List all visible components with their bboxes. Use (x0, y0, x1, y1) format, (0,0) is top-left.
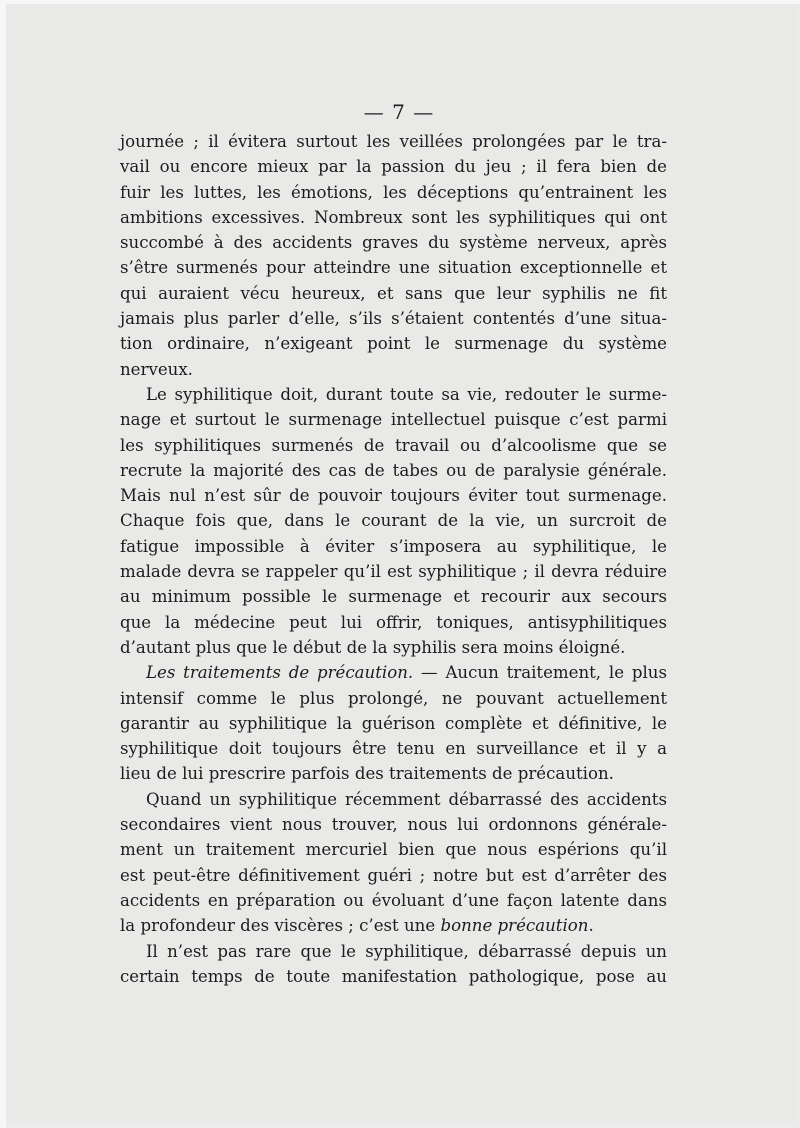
text-line: lieu de lui prescrire parfois des traitements de précaution. (120, 764, 614, 784)
text-line: recrute la majorité des cas de tabes ou de paralysie générale. (120, 460, 667, 480)
paragraph-5 (120, 939, 667, 990)
text-run: — Aucun traitement, le plus (413, 663, 667, 683)
text-line: s’être surmenés pour atteindre une situation exceptionnelle et (120, 258, 667, 278)
section-heading: Les traitements de précaution. (146, 663, 414, 683)
text-line: ambitions excessives. Nombreux sont les syphilitiques qui ont (120, 207, 667, 227)
text-line: nerveux. (120, 359, 193, 379)
text-line: qui auraient vécu heureux, et sans que leur syphilis ne fit (120, 283, 667, 303)
text-line: syphilitique doit toujours être tenu en surveillance et il y a (120, 739, 667, 759)
text-line: succombé à des accidents graves du système nerveux, après (120, 233, 667, 253)
paragraph-3 (120, 660, 667, 786)
text-line: que la médecine peut lui offrir, toniques, antisyphilitiques (120, 612, 667, 632)
text-line: Mais nul n’est sûr de pouvoir toujours éviter tout surmenage. (120, 486, 667, 506)
text-run: la profondeur des viscères ; c’est une (120, 916, 441, 936)
text-line: d’autant plus que le début de la syphilis sera moins éloigné. (120, 637, 626, 657)
text-line: Il n’est pas rare que le syphilitique, débarrassé depuis un (146, 941, 667, 961)
text-line: nage et surtout le surmenage intellectuel puisque c’est parmi (120, 410, 667, 430)
text-line: fatigue impossible à éviter s’imposera au syphilitique, le (120, 536, 667, 556)
text-line: Chaque fois que, dans le courant de la vie, un surcroit de (120, 511, 667, 531)
text-line: au minimum possible le surmenage et recourir aux secours (120, 587, 667, 607)
text-line: Le syphilitique doit, durant toute sa vie, redouter le surme- (146, 384, 667, 404)
text-line (120, 913, 667, 938)
text-line: garantir au syphilitique la guérison complète et définitive, le (120, 713, 667, 733)
text-line: secondaires vient nous trouver, nous lui ordonnons générale- (120, 815, 667, 835)
paragraph-2 (120, 382, 667, 660)
text-line: ment un traitement mercuriel bien que nous espérions qu’il (120, 840, 667, 860)
text-line: est peut-être définitivement guéri ; notre but est d’arrêter des (120, 865, 667, 885)
text-run: . (588, 916, 594, 936)
text-line (120, 660, 667, 685)
body-text (120, 129, 667, 989)
text-line: jamais plus parler d’elle, s’ils s’étaient contentés d’une situa- (120, 309, 667, 329)
paragraph-4 (120, 787, 667, 939)
text-line: intensif comme le plus prolongé, ne pouvant actuellement (120, 688, 667, 708)
text-line: tion ordinaire, n’exigeant point le surmenage du système (120, 334, 667, 354)
emphasis-text: bonne précaution (440, 916, 589, 936)
text-line: malade devra se rappeler qu’il est syphilitique ; il devra réduire (120, 562, 667, 582)
paragraph-1 (120, 129, 667, 382)
text-line: accidents en préparation ou évoluant d’une façon latente dans (120, 890, 667, 910)
text-line: journée ; il évitera surtout les veillées prolongées par le tra- (120, 132, 667, 151)
text-line: certain temps de toute manifestation pathologique, pose au (120, 966, 667, 986)
text-line: Quand un syphilitique récemment débarrassé des accidents (146, 789, 667, 809)
text-line: vail ou encore mieux par la passion du jeu ; il fera bien de (120, 157, 667, 177)
text-line: les syphilitiques surmenés de travail ou d’alcoolisme que se (120, 435, 667, 455)
text-line: fuir les luttes, les émotions, les déceptions qu’entrainent les (120, 182, 667, 202)
page-number: — 7 — (363, 100, 435, 124)
